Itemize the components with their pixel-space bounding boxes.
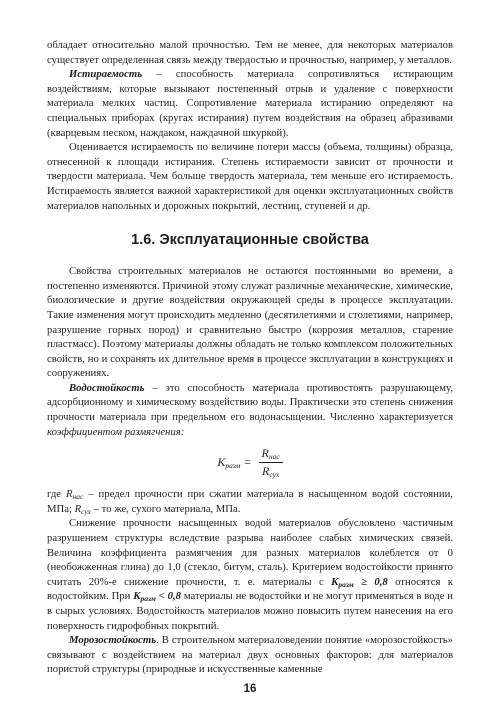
formula-equals: = xyxy=(243,454,252,469)
paragraph-operational-properties: Свойства строительных материалов не остаются постоянными во времени, а постепенно изменяются. Причиной этому служат различные механические, химические, биологические и другие воздействия окружающей среды в процессе эксплуатации. Такие изменения могут происходить медленно (десятилетиями и столетиями, например, разрушение горных пород) и сравнительно быстро (коррозия металлов, старение пластмасс). Поэтому материалы должны обладать не только комплексом положительных свойств, но и сохранять их длительное время в процессе эксплуатации в конструкциях и сооружениях. xyxy=(47,265,453,380)
abrasion-definition-text: – способность материала сопротивляться истирающим воздействиям, которые вызывают постепенный отрыв и удаление с поверхности материала мелких частиц. Сопротивление материала истиранию определяют на специальных приборах (кругах истирания) путем воздействия на образец абразивами (кварцевым песком, наждаком, наждачной шкуркой). xyxy=(47,68,453,139)
page-number: 16 xyxy=(243,683,257,695)
term-water-resistance: Водостойкость xyxy=(69,381,145,394)
formula-numerator: $R_{нас}$ xyxy=(259,446,283,463)
formula-fraction xyxy=(259,446,283,478)
frost-resistance-text: . В строительном материаловедении понятие «морозостойкость» связывают с воздействием на материал двух основных факторов: для материалов пористой структуры (природные и искусственные каменные xyxy=(47,634,453,676)
paragraph-abrasion-evaluation: Оценивается истираемость по величине потери массы (объема, толщины) образца, отнесенной к площади истирания. Степень истираемости зависит от прочности и твердости материала. Чем больше твердость материала, тем меньше его истираемость. Истираемость является важной характеристикой для оценки эксплуатационных свойств материалов напольных и дорожных покрытий, лестниц, ступеней и др. xyxy=(47,141,453,212)
paragraph-softening-explanation: Снижение прочности насыщенных водой материалов обусловлено частичным разрушением структуры вследствие разрыва наиболее слабых химических связей. Величина коэффициента размягчения для разных материалов колеблется от 0 (необожженная глина) до 1,0 (стекло, битум, сталь). Критерием водостойкости принято считать 20%-е снижение прочности, т. е. материалы с $К_{разм} \ge 0,8$ относятся к водостойким. При $К_{разм} < 0,8$ материалы не водостойки и не могут применяться в воде и в сырых условиях. Водостойкость материалов можно повысить путем нанесения на его поверхность гидрофобных покрытий. xyxy=(47,517,454,632)
symbol-r-saturated: $R_{нас}$ xyxy=(65,488,84,502)
section-heading: 1.6. Эксплуатационные свойства xyxy=(131,232,369,249)
term-abrasion: Истираемость xyxy=(69,68,143,81)
paragraph-water-resistance xyxy=(47,381,453,439)
term-frost-resistance: Морозостойкость xyxy=(69,634,157,647)
condition-not-water-resistant: $К_{разм} < 0,8$ xyxy=(133,590,182,604)
water-resistance-text: – это способность материала противостоять разрушающему, адсорбционному и химическому воздействию воды. Практически это степень снижения прочности материала при предельном его водонасыщении. Численно характеризуется xyxy=(47,381,453,424)
formula-lhs: $K_{разм}$ xyxy=(217,454,241,470)
page-body xyxy=(47,38,453,677)
paragraph-frost-resistance xyxy=(47,633,453,677)
condition-water-resistant: $К_{разм} \ge 0,8$ xyxy=(331,575,388,589)
symbol-r-dry: $R_{сух}$ xyxy=(74,502,91,516)
softening-coefficient-formula xyxy=(47,443,453,481)
paragraph-formula-legend: где $R_{нас}$ – предел прочности при сжатии материала в насыщенном водой состоянии, МПа; $R_{сух}$ – то же, сухого материала, МПа. xyxy=(47,488,453,516)
softening-coefficient-term: коэффициентом размягчения: xyxy=(47,425,185,438)
paragraph-abrasion-definition xyxy=(47,67,453,140)
paragraph-hardness-strength: обладает относительно малой прочностью. Тем не менее, для некоторых материалов существует определенная связь между твердостью и прочностью, например, у металлов. xyxy=(47,39,453,66)
formula-denominator: $R_{сух}$ xyxy=(261,463,280,479)
